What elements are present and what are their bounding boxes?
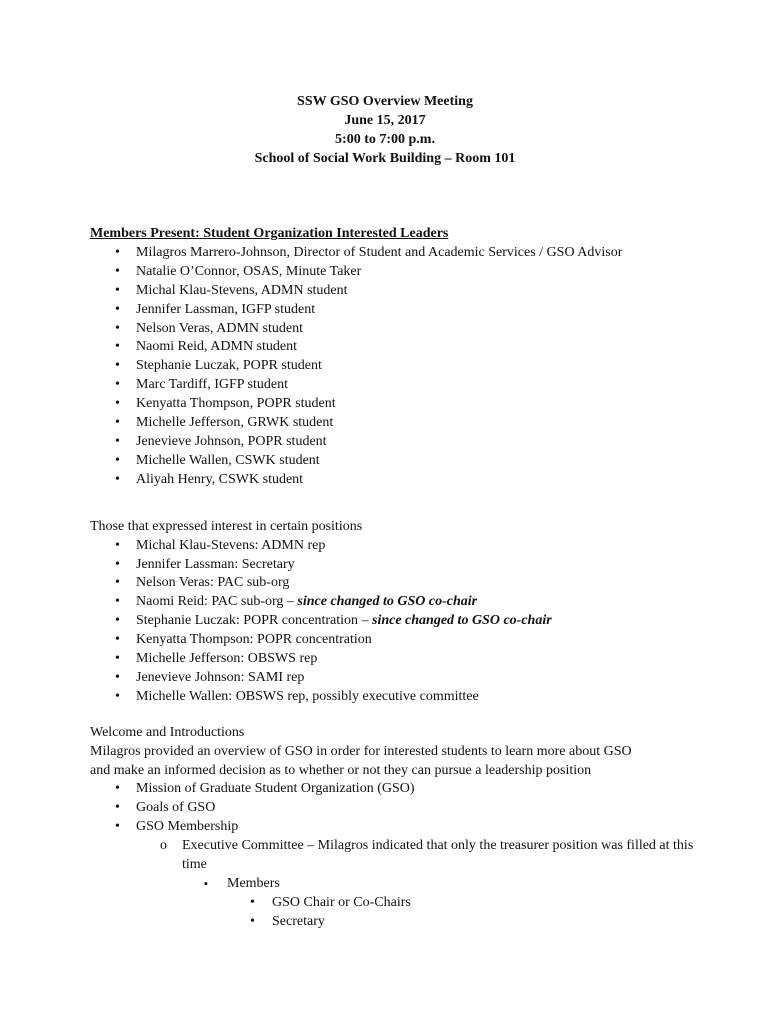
list-item: • Goals of GSO: [90, 799, 700, 818]
list-item: • Michelle Jefferson, GRWK student: [90, 414, 700, 433]
list-item: [90, 688, 700, 707]
list-item: [90, 593, 700, 612]
list-item: • Nelson Veras, ADMN student: [90, 320, 700, 339]
list-item: • Jenevieve Johnson, POPR student: [90, 433, 700, 452]
list-item: • GSO Chair or Co-Chairs: [90, 894, 700, 913]
list-item: • Naomi Reid, ADMN student: [90, 338, 700, 357]
list-item: • Mission of Graduate Student Organization (GSO): [90, 780, 700, 799]
list-item: • Marc Tardiff, IGFP student: [90, 376, 700, 395]
interest-note: since changed to GSO co-chair: [372, 613, 552, 629]
list-item: [90, 574, 700, 593]
welcome-heading: Welcome and Introductions: [90, 724, 245, 740]
interest-text: Jenevieve Johnson: SAMI rep: [136, 669, 305, 685]
list-item: [90, 556, 700, 575]
list-item: • Secretary: [90, 913, 700, 932]
list-item: • GSO Membership: [90, 818, 700, 837]
members-list: [90, 244, 700, 490]
welcome-line: and make an informed decision as to whether or not they can pursue a leadership position: [90, 762, 592, 778]
list-item: • Jennifer Lassman, IGFP student: [90, 301, 700, 320]
interest-text: Naomi Reid: PAC sub-org –: [136, 594, 298, 610]
meeting-title: SSW GSO Overview Meeting: [297, 94, 473, 109]
list-item: • Natalie O’Connor, OSAS, Minute Taker: [90, 263, 700, 282]
interest-intro: Those that expressed interest in certain positions: [90, 518, 363, 534]
welcome-line: Milagros provided an overview of GSO in order for interested students to learn more about GSO: [90, 743, 632, 759]
interest-text: Michal Klau-Stevens: ADMN rep: [136, 537, 326, 553]
interest-list: [90, 537, 700, 707]
meeting-location: School of Social Work Building – Room 101: [254, 150, 516, 166]
document-body: [90, 225, 700, 932]
list-item: o Executive Committee – Milagros indicated that only the treasurer position was filled at this time: [90, 837, 700, 875]
list-item: [90, 669, 700, 688]
meeting-date: June 15, 2017: [344, 112, 426, 128]
interest-note: since changed to GSO co-chair: [297, 594, 478, 610]
interest-text: Michelle Wallen: OBSWS rep, possibly executive committee: [136, 688, 479, 704]
interest-text: Stephanie Luczak: POPR concentration –: [136, 613, 372, 629]
list-item: ▪ Members: [90, 875, 700, 894]
interest-text: Kenyatta Thompson: POPR concentration: [136, 632, 372, 648]
list-item: • Milagros Marrero-Johnson, Director of Student and Academic Services / GSO Advisor: [90, 244, 700, 263]
membership-sublist: [90, 837, 700, 875]
committee-sublist: [90, 875, 700, 894]
list-item: • Michal Klau-Stevens, ADMN student: [90, 282, 700, 301]
meeting-time: 5:00 to 7:00 p.m.: [335, 131, 435, 147]
list-item: [90, 631, 700, 650]
list-item: [90, 612, 700, 631]
list-item: • Michelle Wallen, CSWK student: [90, 452, 700, 471]
list-item: [90, 650, 700, 669]
interest-text: Michelle Jefferson: OBSWS rep: [136, 651, 318, 667]
interest-text: Nelson Veras: PAC sub-org: [136, 575, 290, 591]
meeting-header: [0, 93, 770, 169]
list-item: • Stephanie Luczak, POPR student: [90, 357, 700, 376]
members-heading: Members Present: Student Organization Interested Leaders: [90, 226, 449, 241]
list-item: • Kenyatta Thompson, POPR student: [90, 395, 700, 414]
list-item: • Aliyah Henry, CSWK student: [90, 471, 700, 490]
list-item: [90, 537, 700, 556]
welcome-list: [90, 780, 700, 837]
roles-list: [90, 894, 700, 932]
interest-text: Jennifer Lassman: Secretary: [136, 556, 295, 572]
